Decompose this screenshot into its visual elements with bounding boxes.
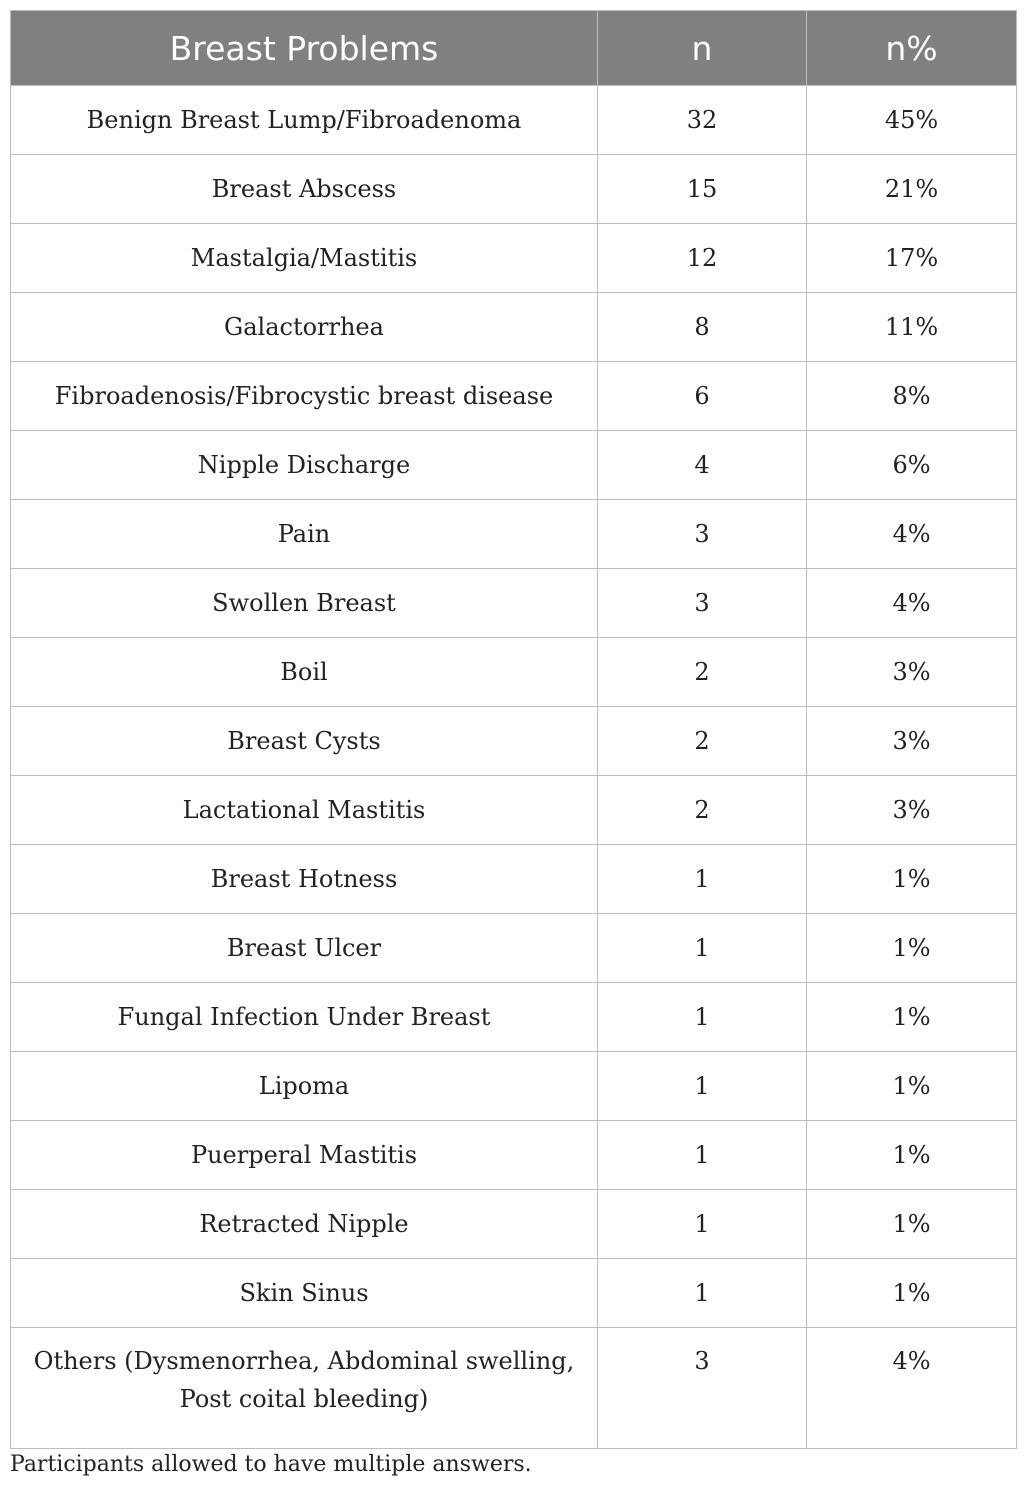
table-row (11, 638, 1017, 707)
cell-problem: Nipple Discharge (11, 431, 598, 500)
cell-percent: 8% (807, 362, 1017, 431)
header-n: n (598, 11, 807, 86)
cell-problem: Retracted Nipple (11, 1190, 598, 1259)
table-row (11, 845, 1017, 914)
table-row (11, 431, 1017, 500)
table-row (11, 1328, 1017, 1449)
header-n-percent: n% (807, 11, 1017, 86)
cell-count: 6 (598, 362, 807, 431)
cell-problem: Breast Hotness (11, 845, 598, 914)
cell-problem: Boil (11, 638, 598, 707)
cell-percent: 21% (807, 155, 1017, 224)
cell-count: 1 (598, 1121, 807, 1190)
cell-count: 3 (598, 569, 807, 638)
cell-problem: Galactorrhea (11, 293, 598, 362)
cell-count: 1 (598, 1190, 807, 1259)
cell-count: 8 (598, 293, 807, 362)
cell-count: 1 (598, 1052, 807, 1121)
table-row (11, 293, 1017, 362)
breast-problems-table (10, 10, 1017, 1449)
cell-percent: 1% (807, 1121, 1017, 1190)
table-row (11, 1190, 1017, 1259)
table-row (11, 1121, 1017, 1190)
cell-count: 4 (598, 431, 807, 500)
cell-problem: Pain (11, 500, 598, 569)
table-footnote: Participants allowed to have multiple answers. (10, 1452, 532, 1477)
breast-problems-table-container (10, 10, 1016, 1449)
cell-problem: Fibroadenosis/Fibrocystic breast disease (11, 362, 598, 431)
cell-count: 3 (598, 500, 807, 569)
cell-percent: 3% (807, 776, 1017, 845)
cell-count: 1 (598, 845, 807, 914)
cell-problem: Benign Breast Lump/Fibroadenoma (11, 86, 598, 155)
cell-count: 1 (598, 983, 807, 1052)
cell-count: 1 (598, 914, 807, 983)
cell-problem: Others (Dysmenorrhea, Abdominal swelling, Post coital bleeding) (11, 1328, 598, 1449)
cell-count: 32 (598, 86, 807, 155)
cell-problem: Breast Abscess (11, 155, 598, 224)
cell-count: 2 (598, 707, 807, 776)
cell-percent: 1% (807, 1259, 1017, 1328)
table-row (11, 569, 1017, 638)
cell-percent: 3% (807, 638, 1017, 707)
cell-percent: 4% (807, 1328, 1017, 1449)
cell-problem: Puerperal Mastitis (11, 1121, 598, 1190)
cell-percent: 6% (807, 431, 1017, 500)
table-header-row (11, 11, 1017, 86)
table-row (11, 362, 1017, 431)
cell-problem: Fungal Infection Under Breast (11, 983, 598, 1052)
cell-percent: 1% (807, 983, 1017, 1052)
cell-percent: 45% (807, 86, 1017, 155)
cell-problem: Mastalgia/Mastitis (11, 224, 598, 293)
cell-percent: 17% (807, 224, 1017, 293)
cell-problem: Swollen Breast (11, 569, 598, 638)
cell-problem: Breast Cysts (11, 707, 598, 776)
cell-percent: 1% (807, 914, 1017, 983)
table-row (11, 1259, 1017, 1328)
cell-count: 15 (598, 155, 807, 224)
cell-count: 2 (598, 638, 807, 707)
cell-problem: Lipoma (11, 1052, 598, 1121)
table-row (11, 707, 1017, 776)
cell-count: 1 (598, 1259, 807, 1328)
cell-percent: 4% (807, 500, 1017, 569)
table-row (11, 914, 1017, 983)
cell-count: 3 (598, 1328, 807, 1449)
cell-percent: 3% (807, 707, 1017, 776)
table-row (11, 983, 1017, 1052)
header-breast-problems: Breast Problems (11, 11, 598, 86)
cell-percent: 11% (807, 293, 1017, 362)
table-row (11, 224, 1017, 293)
cell-count: 12 (598, 224, 807, 293)
cell-problem: Lactational Mastitis (11, 776, 598, 845)
table-row (11, 500, 1017, 569)
table-row (11, 776, 1017, 845)
cell-count: 2 (598, 776, 807, 845)
table-row (11, 86, 1017, 155)
table-row (11, 1052, 1017, 1121)
cell-percent: 1% (807, 1190, 1017, 1259)
cell-problem: Skin Sinus (11, 1259, 598, 1328)
cell-percent: 1% (807, 845, 1017, 914)
table-row (11, 155, 1017, 224)
cell-problem: Breast Ulcer (11, 914, 598, 983)
cell-percent: 1% (807, 1052, 1017, 1121)
cell-percent: 4% (807, 569, 1017, 638)
